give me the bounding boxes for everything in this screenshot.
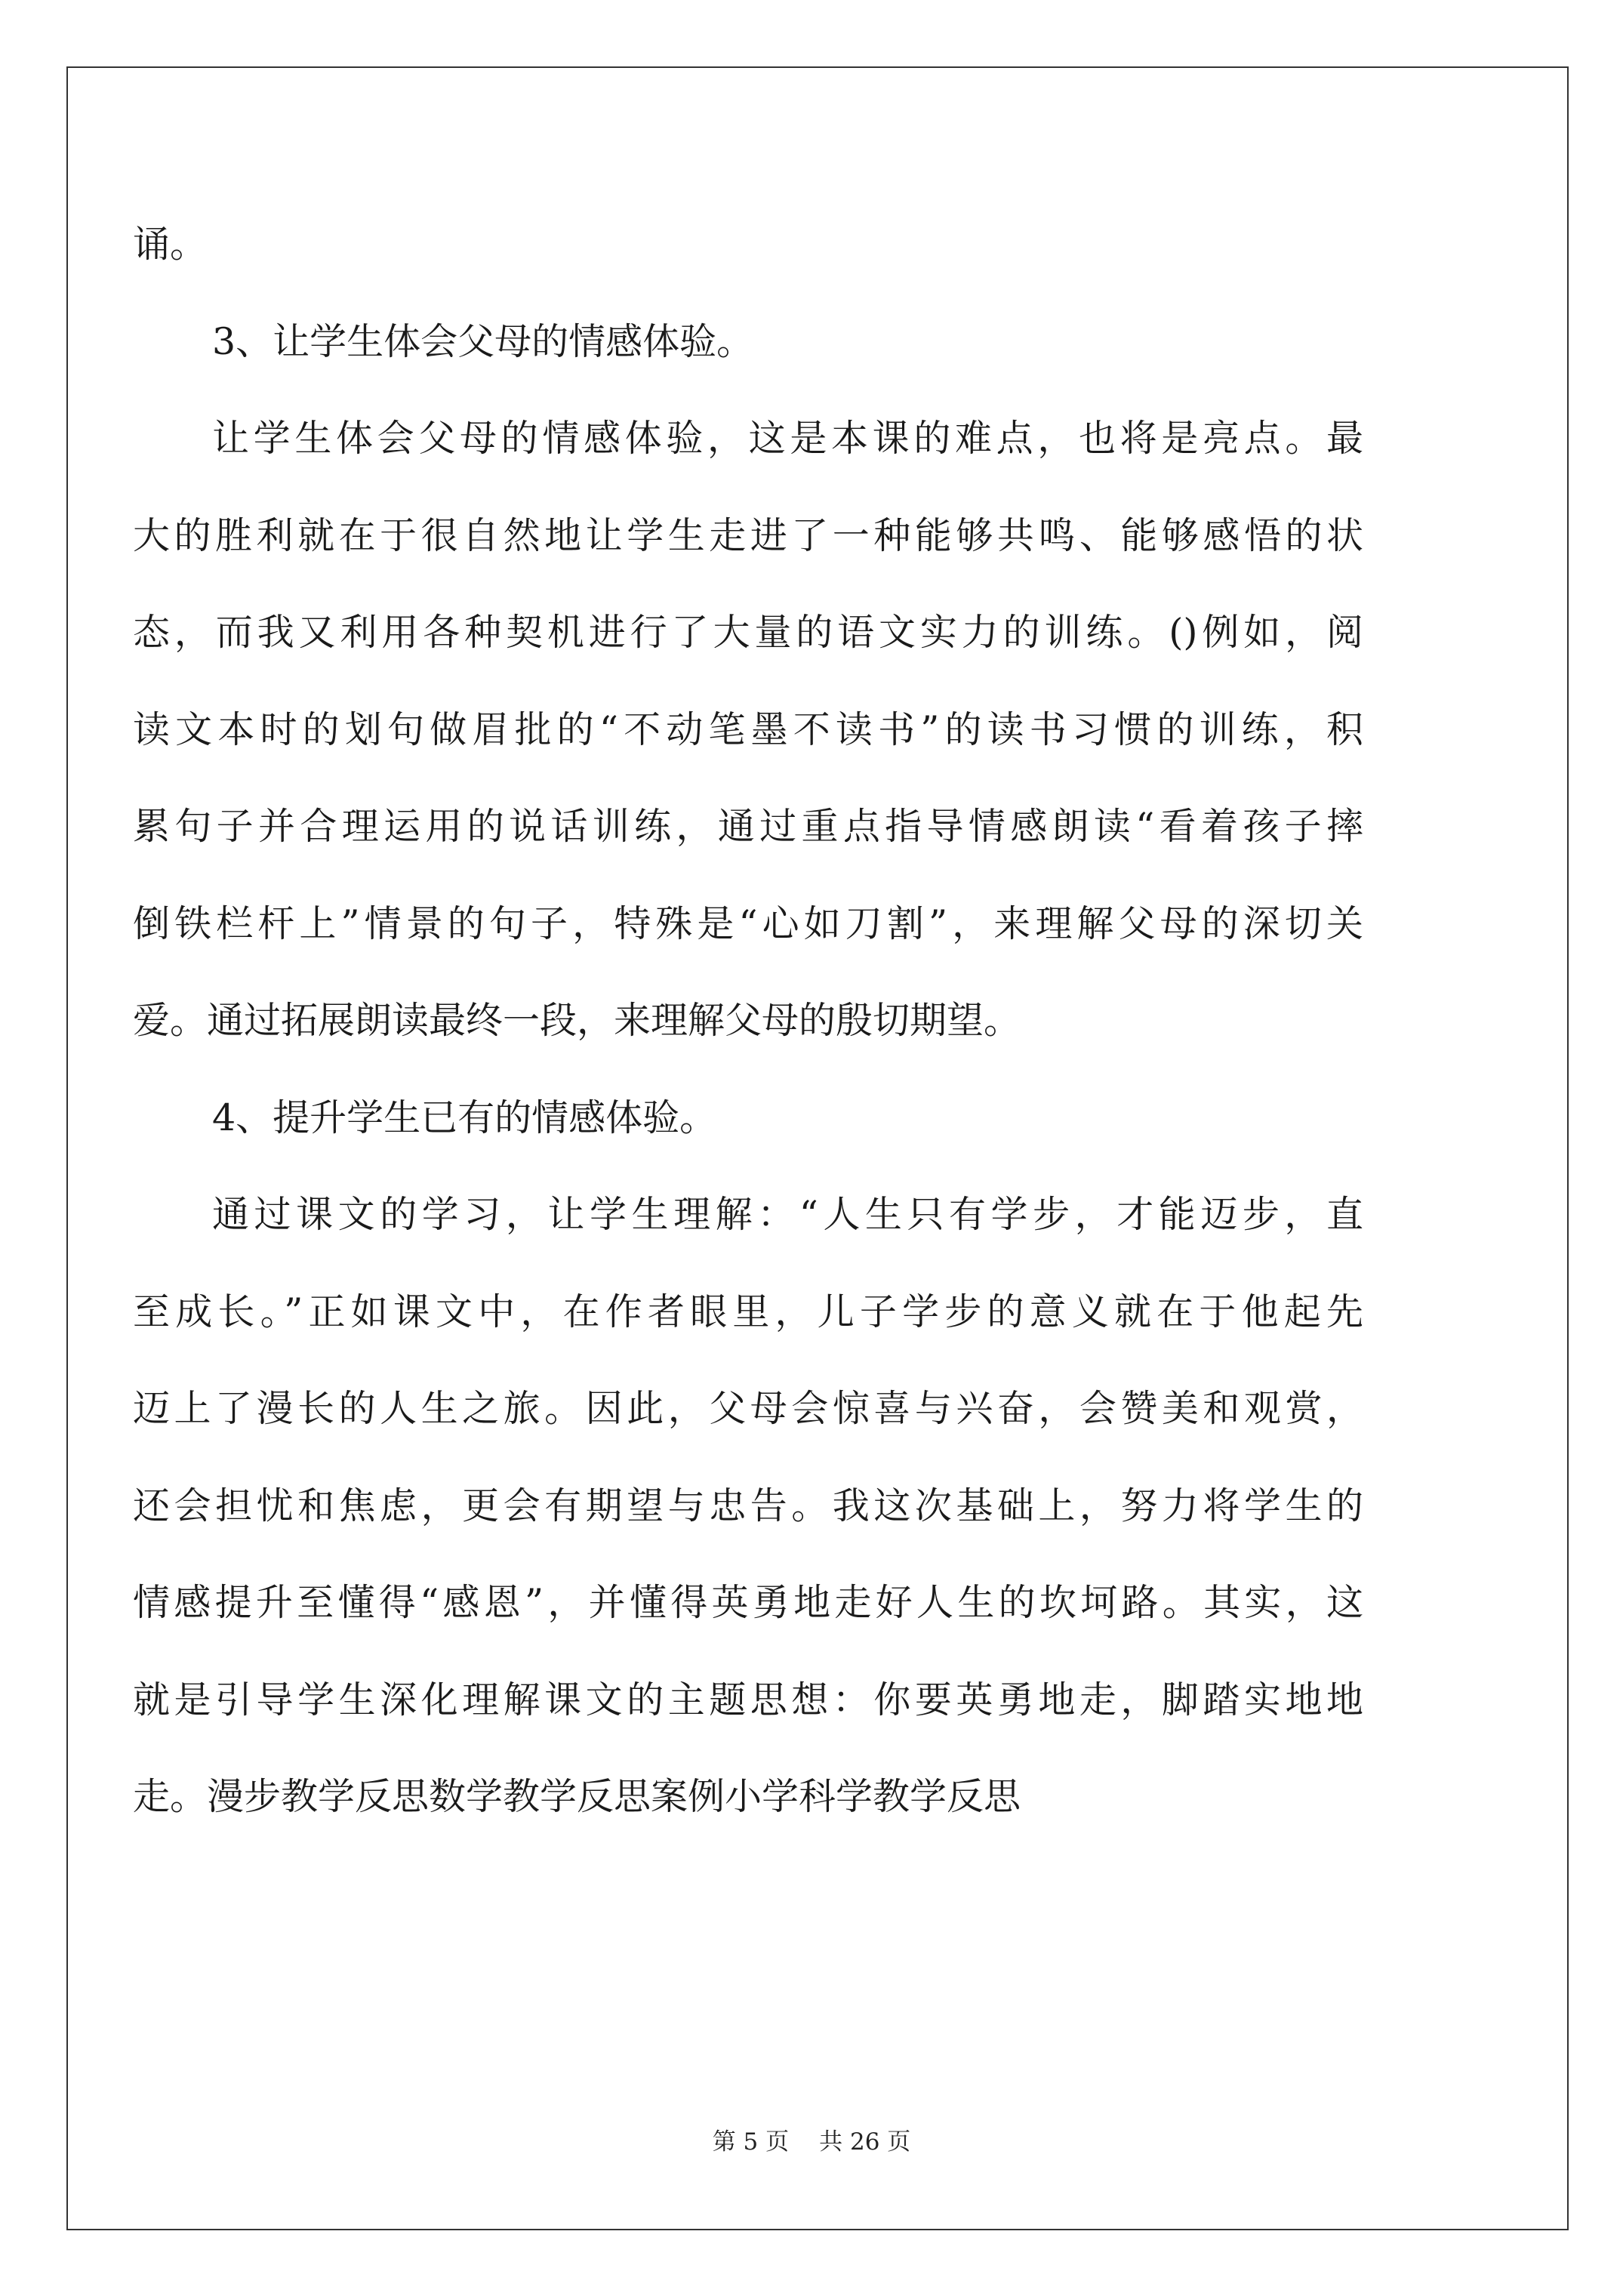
page-frame — [66, 66, 1569, 2230]
text-line: 累句子并合理运用的说话训练，通过重点指导情感朗读“看着孩子摔 — [133, 805, 1363, 848]
text-line: 4、提升学生已有的情感体验。 — [212, 1096, 717, 1139]
page-total: 共 26 页 — [819, 2128, 911, 2156]
text-line: 就是引导学生深化理解课文的主题思想：你要英勇地走，脚踏实地地 — [133, 1678, 1363, 1721]
text-line: 情感提升至懂得“感恩”，并懂得英勇地走好人生的坎坷路。其实，这 — [133, 1581, 1363, 1624]
text-line: 走。漫步教学反思数学教学反思案例小学科学教学反思 — [133, 1775, 1021, 1818]
text-line: 还会担忧和焦虑，更会有期望与忠告。我这次基础上，努力将学生的 — [133, 1484, 1363, 1527]
text-line: 大的胜利就在于很自然地让学生走进了一种能够共鸣、能够感悟的状 — [133, 514, 1363, 557]
text-line: 诵。 — [133, 223, 208, 266]
page-footer — [0, 2127, 1623, 2157]
text-line: 让学生体会父母的情感体验，这是本课的难点，也将是亮点。最 — [212, 417, 1363, 460]
page-number: 第 5 页 — [712, 2128, 790, 2156]
text-line: 迈上了漫长的人生之旅。因此，父母会惊喜与兴奋，会赞美和观赏， — [133, 1387, 1363, 1430]
text-line: 通过课文的学习，让学生理解：“人生只有学步，才能迈步，直 — [212, 1193, 1363, 1236]
text-line: 倒铁栏杆上”情景的句子，特殊是“心如刀割”，来理解父母的深切关 — [133, 902, 1363, 945]
text-line: 3、让学生体会父母的情感体验。 — [212, 320, 754, 363]
text-line: 读文本时的划句做眉批的“不动笔墨不读书”的读书习惯的训练，积 — [133, 708, 1363, 751]
text-line: 至成长。”正如课文中，在作者眼里，儿子学步的意义就在于他起先 — [133, 1290, 1363, 1333]
text-line: 爱。通过拓展朗读最终一段，来理解父母的殷切期望。 — [133, 999, 1021, 1042]
text-line: 态，而我又利用各种契机进行了大量的语文实力的训练。()例如，阅 — [133, 611, 1363, 654]
